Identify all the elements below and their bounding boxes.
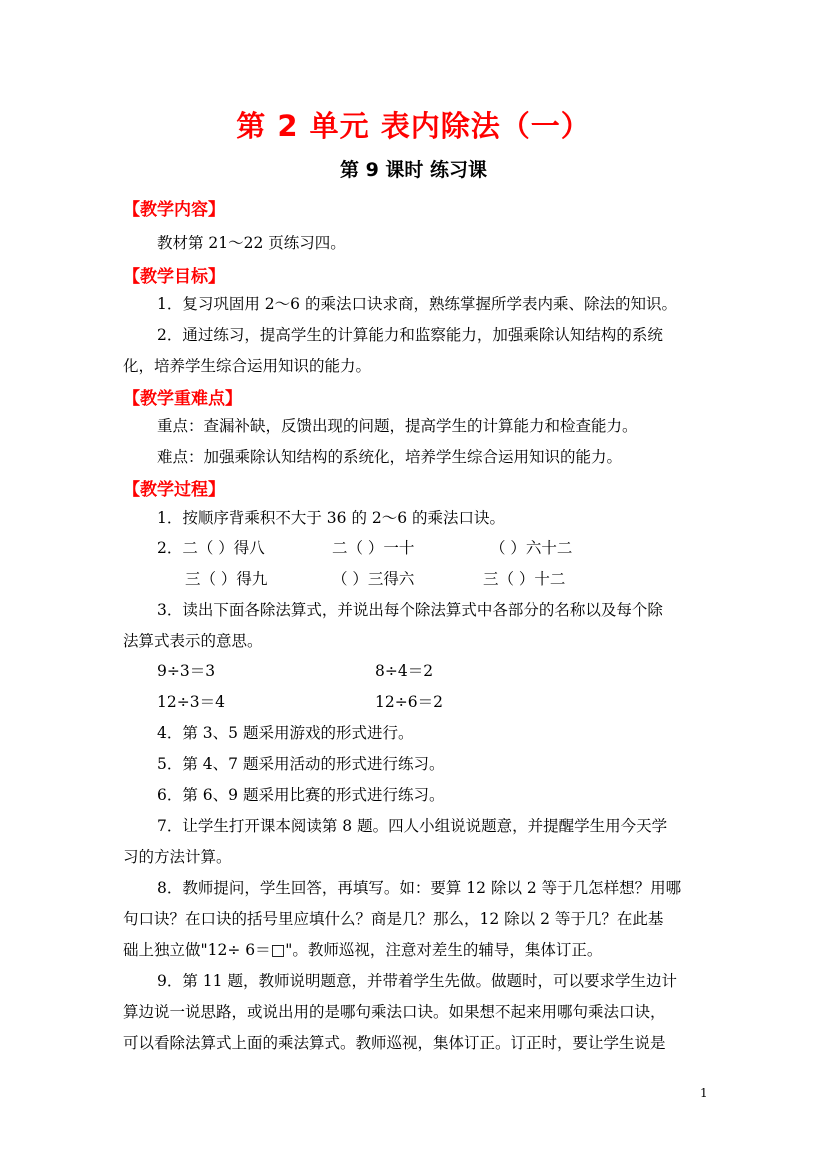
goal-2-line-2: 化，培养学生综合运用知识的能力。: [123, 357, 372, 375]
fill-blank-2: 二（ ）一十: [332, 539, 415, 557]
fill-blank-4: 三（ ）得九: [185, 570, 268, 588]
goal-2-line-1: 2．通过练习，提高学生的计算能力和监察能力，加强乘除认知结构的系统: [157, 326, 663, 344]
fill-blank-3: （ ）六十二: [490, 539, 573, 557]
lesson-subtitle: 第 9 课时 练习课: [339, 159, 488, 181]
equation-2: 8÷4＝2: [375, 662, 434, 680]
goal-1: 1．复习巩固用 2～6 的乘法口诀求商，熟练掌握所学表内乘、除法的知识。: [157, 295, 677, 313]
process-step-6: 6．第 6、9 题采用比赛的形式进行练习。: [157, 786, 445, 804]
process-step-9-line-3: 可以看除法算式上面的乘法算式。教师巡视，集体订正。订正时，要让学生说是: [123, 1034, 666, 1052]
process-step-8-line-3: 础上独立做"12÷ 6＝□"。教师巡视，注意对差生的辅导，集体订正。: [123, 941, 603, 959]
process-step-9-line-1: 9．第 11 题，教师说明题意，并带着学生先做。做题时，可以要求学生边计: [157, 972, 677, 990]
fill-blank-5: （ ）三得六: [332, 570, 415, 588]
process-step-4: 4．第 3、5 题采用游戏的形式进行。: [157, 724, 414, 742]
key-point: 重点：查漏补缺，反馈出现的问题，提高学生的计算能力和检查能力。: [157, 417, 638, 435]
process-step-8-line-1: 8．教师提问，学生回答，再填写。如：要算 12 除以 2 等于几怎样想？用哪: [157, 879, 682, 897]
process-step-8-line-2: 句口诀？在口诀的括号里应填什么？商是几？那么，12 除以 2 等于几？在此基: [123, 910, 664, 928]
process-step-7-line-2: 习的方法计算。: [123, 848, 232, 866]
fill-blank-1: 2．二（ ）得八: [157, 539, 265, 557]
equation-3: 12÷3＝4: [157, 693, 225, 711]
process-step-3-line-1: 3．读出下面各除法算式，并说出每个除法算式中各部分的名称以及每个除: [157, 601, 663, 619]
process-step-1: 1．按顺序背乘积不大于 36 的 2～6 的乘法口诀。: [157, 509, 506, 527]
process-step-5: 5．第 4、7 题采用活动的形式进行练习。: [157, 755, 445, 773]
content-text: 教材第 21～22 页练习四。: [157, 234, 346, 252]
process-step-9-line-2: 算边说一说思路，或说出用的是哪句乘法口诀。如果想不起来用哪句乘法口诀，: [123, 1003, 666, 1021]
equation-1: 9÷3＝3: [157, 662, 216, 680]
section-heading-goals: 【教学目标】: [123, 267, 225, 287]
difficult-point: 难点：加强乘除认知结构的系统化，培养学生综合运用知识的能力。: [157, 448, 623, 466]
fill-blank-6: 三（ ）十二: [483, 570, 566, 588]
section-heading-key-points: 【教学重难点】: [123, 389, 242, 409]
process-step-7-line-1: 7．让学生打开课本阅读第 8 题。四人小组说说题意，并提醒学生用今天学: [157, 817, 668, 835]
equation-4: 12÷6＝2: [375, 693, 443, 711]
lesson-unit-title: 第 2 单元 表内除法（一）: [236, 109, 591, 143]
section-heading-content: 【教学内容】: [123, 200, 225, 220]
page-number: 1: [700, 1086, 708, 1100]
section-heading-process: 【教学过程】: [123, 480, 225, 500]
process-step-3-line-2: 法算式表示的意思。: [123, 632, 263, 650]
